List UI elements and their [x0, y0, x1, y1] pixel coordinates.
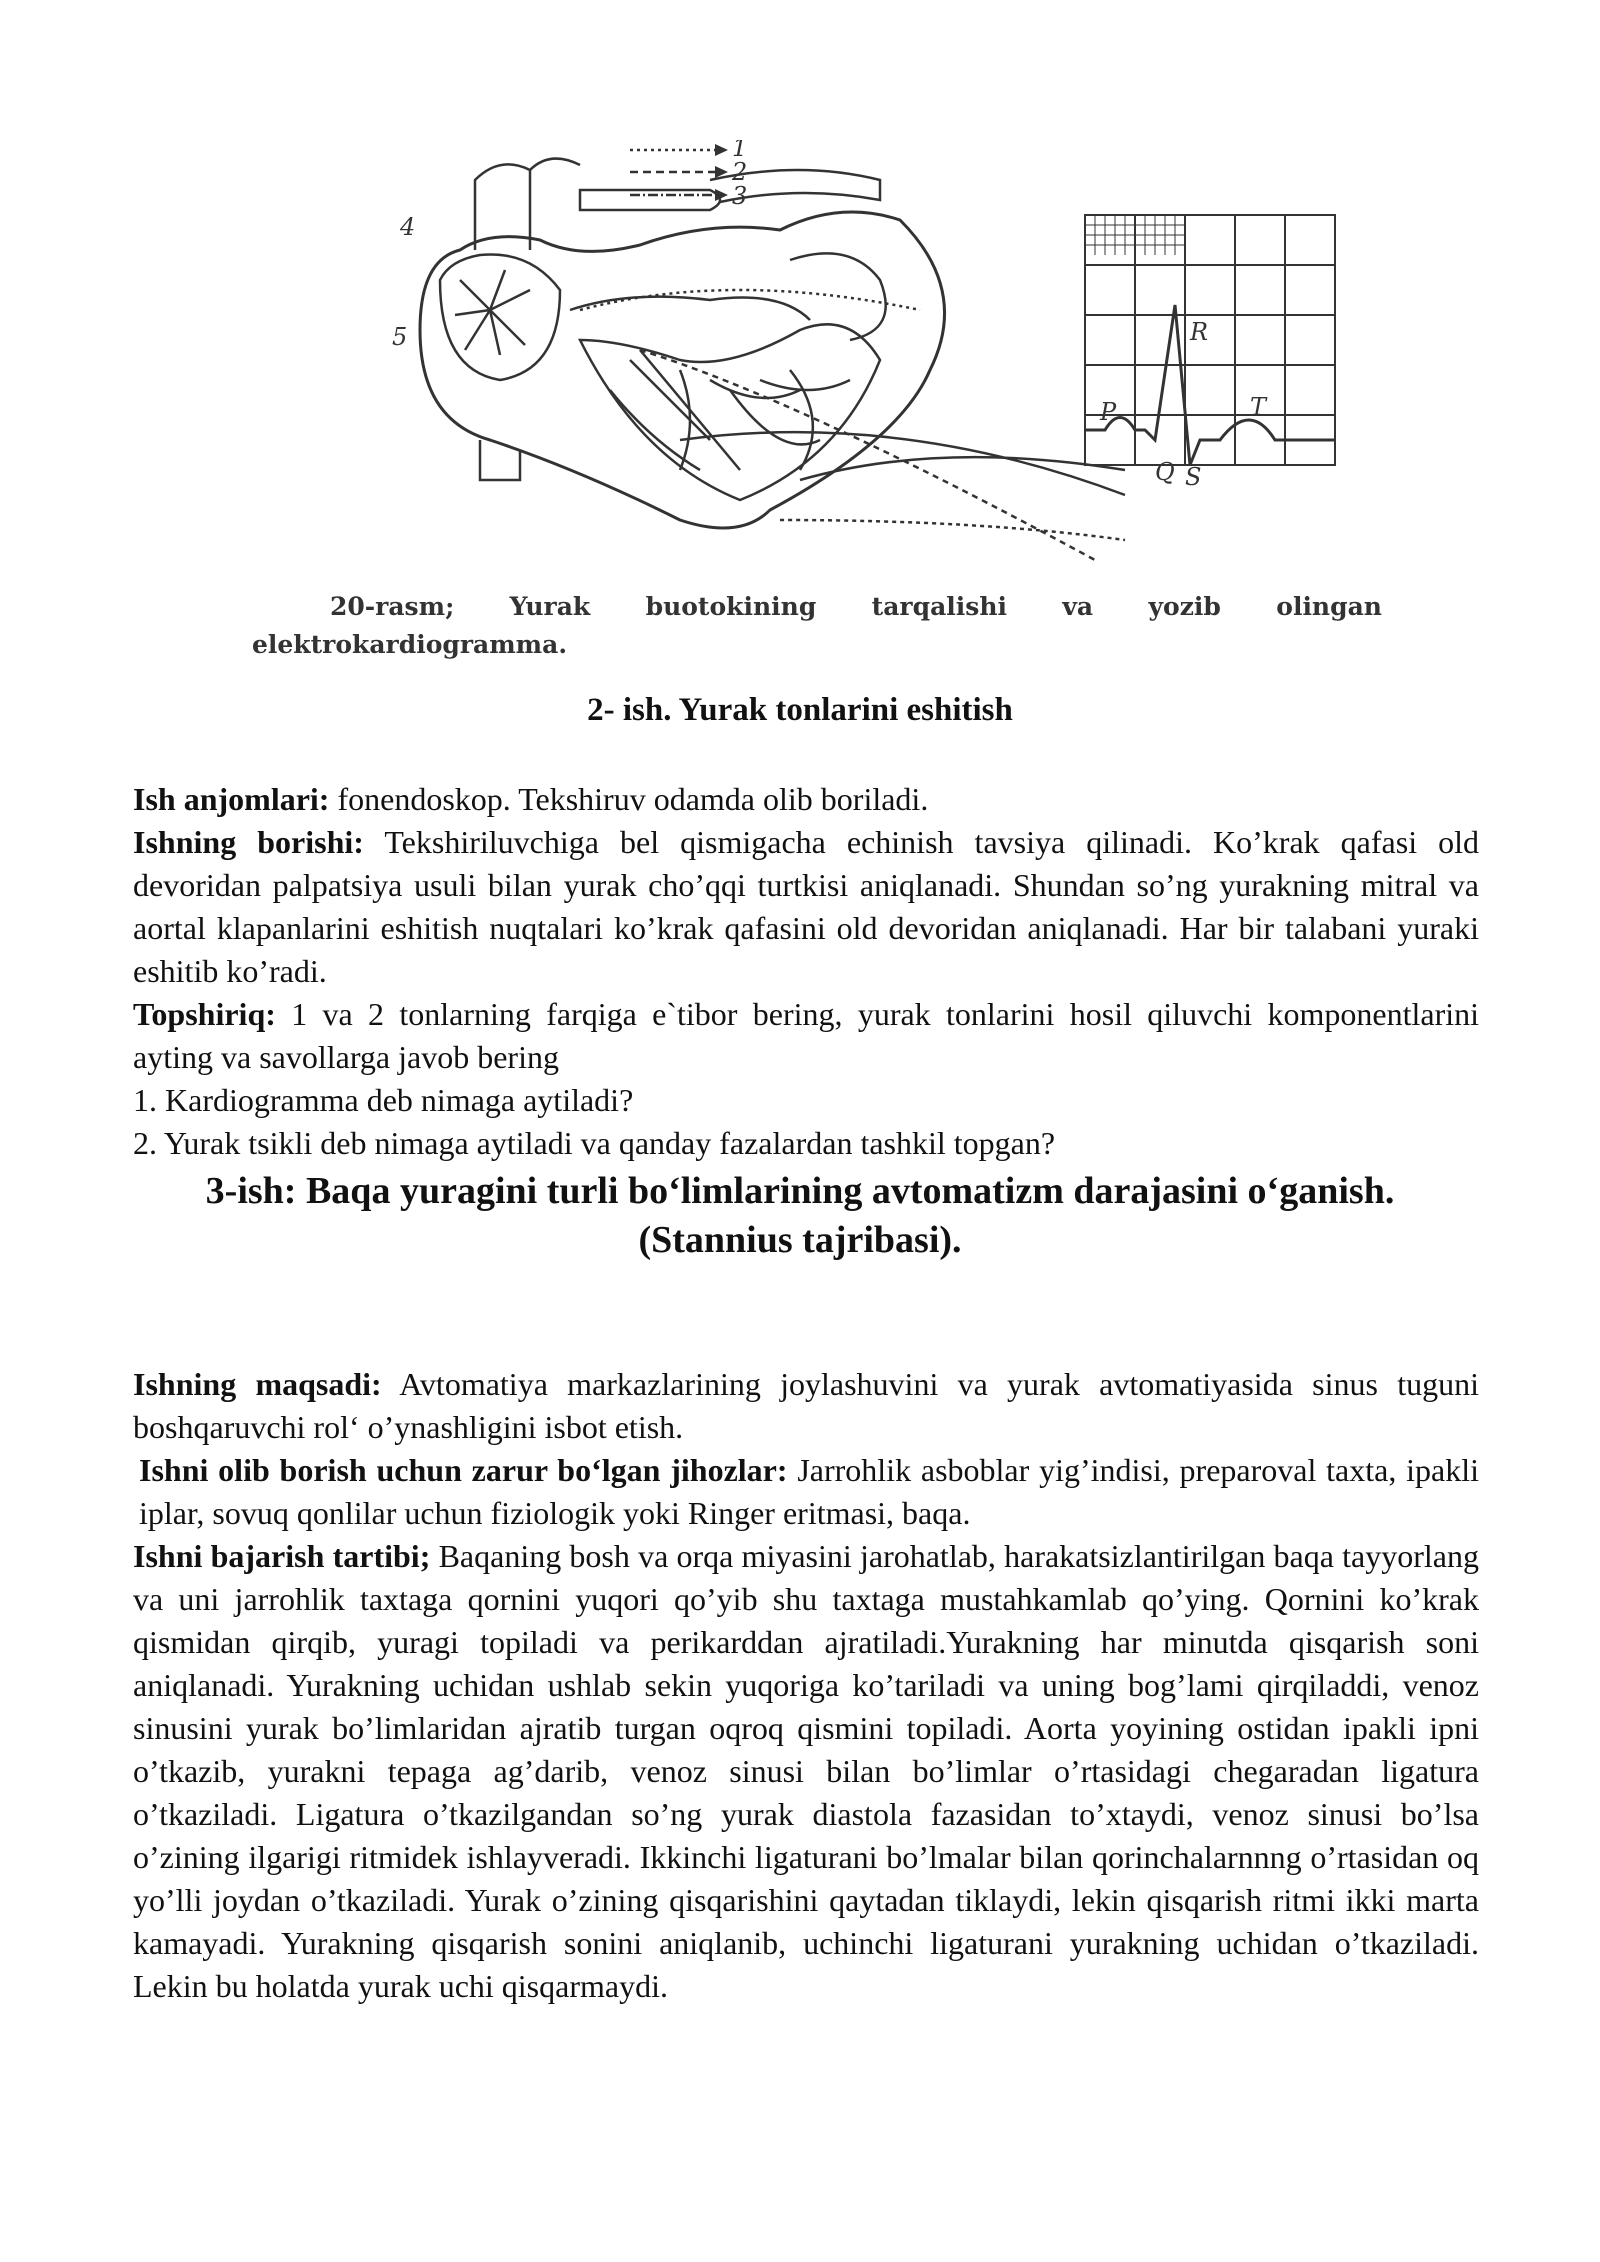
caption-word: Yurak [509, 592, 591, 621]
caption-word: 20-rasm; [330, 592, 455, 621]
caption-word: buotokining [645, 592, 817, 621]
task-paragraph [133, 993, 1479, 1079]
order-label: Ishni bajarish tartibi; [133, 1538, 431, 1574]
equipment-paragraph [133, 778, 1479, 821]
order-text: Baqaning bosh va orqa miyasini jarohatlab, harakatsizlantirilgan baqa tayyorlang va uni jarrohlik taxtaga qornini yuqori qo’yib shu taxtaga mustahkamlab qo’ying. Qornini ko’krak qismidan qirqib, yuragi topiladi va perikarddan ajratiladi.Yurakning har minutda qisqarish soni aniqlanadi. Yurakning uchidan ushlab sekin yuqoriga ko’tariladi va uning bog’lami qirqiladdi, venoz sinusini yurak bo’limlaridan ajratib turgan oqroq qismini topiladi. Aorta yoyining ostidan ipakli ipni o’tkazib, yurakni tepaga ag’darib, venoz sinusi bilan bo’limlar o’rtasidagi chegaradan ligatura o’tkaziladi. Ligatura o’tkazilgandan so’ng yurak diastola fazasidan to’xtaydi, venoz sinusi bo’lsa o’zining ilgarigi ritmidek ishlayveradi. Ikkinchi ligaturani bo’lmalar bilan qorinchalarnnng o’rtasidan oq yo’lli joydan o’tkaziladi. Yurak o’zining qisqarishini qaytadan tiklaydi, lekin qisqarish ritmi ikki marta kamayadi. Yurakning qisqarish sonini aniqlanib, uchinchi ligaturani yurakning uchidan o’tkaziladi. Lekin bu holatda yurak uchi qisqarmaydi. [133, 1538, 1480, 2004]
ecg-label-r: R [1190, 318, 1209, 346]
ecg-label-q: Q [1155, 458, 1175, 486]
task-label: Topshiriq: [133, 996, 276, 1032]
procedure-text: Tekshiriluvchiga bel qismigacha echinish tavsiya qilinadi. Ko’krak qafasi old devoridan palpatsiya usuli bilan yurak cho’qqi turtkisi aniqlanadi. Shundan so’ng yurakning mitral va aortal klapanlarini eshitish nuqtalari ko’krak qafasini old devoridan aniqlanadi. Har bir talabani yuraki eshitib ko’radi. [133, 824, 1479, 989]
legend-number-1: 1 [732, 140, 748, 162]
ecg-label-p: P [1100, 398, 1117, 426]
section-3-title-line-2: (Stannius tajribasi). [638, 1219, 962, 1261]
ecg-label-s: S [1185, 463, 1202, 491]
section-3-title [0, 1167, 1600, 1265]
caption-word: yozib [1148, 592, 1221, 621]
goal-text: Avtomatiya markazlarining joylashuvini va yurak avtomatiyasida sinus tuguni boshqaruvchi rol‘ o’ynashligini isbot etish. [133, 1366, 1480, 1445]
caption-line-2: elektrokardiogramma. [252, 630, 568, 659]
legend-number-2: 2 [732, 158, 748, 186]
heart-ecg-illustration [380, 140, 1340, 570]
question-1: 1. Kardiogramma deb nimaga aytiladi? [133, 1082, 634, 1118]
ecg-label-t: T [1250, 393, 1267, 421]
section-3-title-line-1: 3-ish: Baqa yuragini turli bo‘limlarining avtomatizm darajasini o‘ganish. [205, 1170, 1395, 1212]
equipment-list-text: Jarrohlik asboblar yig’indisi, preparoval taxta, ipakli iplar, sovuq qonlilar uchun fiziologik yoki Ringer eritmasi, baqa. [139, 1452, 1479, 1531]
figure-caption [252, 588, 1382, 664]
goal-label: Ishning maqsadi: [133, 1366, 382, 1402]
legend-number-3: 3 [732, 182, 748, 210]
order-paragraph [133, 1535, 1479, 2008]
equipment-label: Ish anjomlari: [133, 781, 330, 817]
label-number-4: 4 [400, 213, 416, 241]
heart-ecg-figure [380, 140, 1340, 570]
procedure-label: Ishning borishi: [133, 824, 364, 860]
caption-line-1 [252, 588, 1382, 626]
question-2: 2. Yurak tsikli deb nimaga aytiladi va qanday fazalardan tashkil topgan? [133, 1125, 1056, 1161]
section-2-title: 2- ish. Yurak tonlarini eshitish [587, 692, 1013, 728]
equipment-list-paragraph [133, 1449, 1479, 1535]
equipment-text: fonendoskop. Tekshiruv odamda olib boriladi. [329, 781, 929, 817]
procedure-paragraph [133, 821, 1479, 993]
caption-word: tarqalishi [871, 592, 1008, 621]
label-number-5: 5 [392, 323, 408, 351]
task-text: 1 va 2 tonlarning farqiga e`tibor bering, yurak tonlarini hosil qiluvchi komponentlarini ayting va savollarga javob bering [133, 996, 1479, 1075]
equipment-list-label: Ishni olib borish uchun zarur bo‘lgan jihozlar: [139, 1452, 788, 1488]
caption-word: olingan [1276, 592, 1382, 621]
section-3-body [133, 1363, 1479, 2008]
goal-paragraph [133, 1363, 1479, 1449]
section-2-body [133, 778, 1479, 1165]
caption-word: va [1062, 592, 1094, 621]
